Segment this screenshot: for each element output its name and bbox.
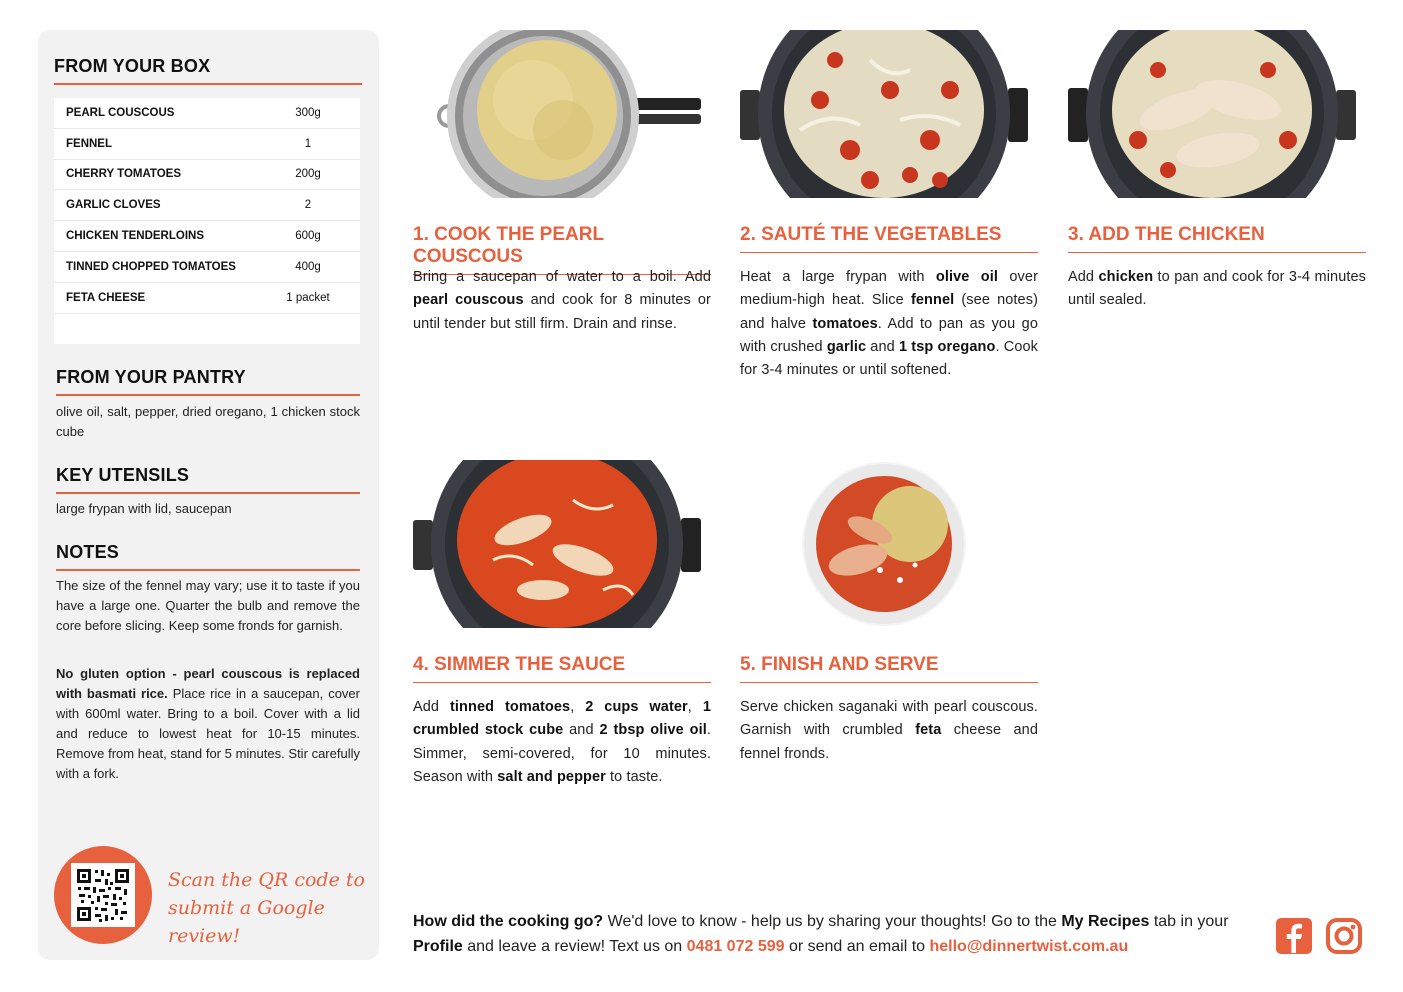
bold-ingredient-text: tinned tomatoes [449,699,571,715]
ingredient-qty: 400g [295,260,321,273]
bold-ingredient-text: 1 tsp oregano [898,338,996,355]
step-text-run: . Simmer, semi-covered, for 10 minutes. Season with [413,722,711,785]
step-text-run: Serve chicken saganaki with pearl couscous. Garnish with crumbled [740,699,1038,739]
ingredient-name: FENNEL [66,137,112,150]
step-2-text [740,266,1038,382]
bold-ingredient-text: pearl couscous [413,292,524,309]
step-3-text [1068,266,1366,313]
step-text-run: to taste. [605,768,663,785]
footer-text: tab in your [1149,913,1229,930]
from-your-box-heading: FROM YOUR BOX [54,56,362,85]
bold-ingredient-text: olive oil [935,269,999,285]
sidebar-panel [38,30,379,960]
footer-bold-text: How did the cooking go? [413,913,604,930]
bold-ingredient-text: feta [915,722,942,739]
ingredient-name: CHERRY TOMATOES [66,168,182,181]
bold-ingredient-text: 2 tbsp olive oil [599,722,707,739]
step-text-run: Add [413,699,450,715]
step-text-run: Heat a large frypan with [740,269,936,285]
from-your-pantry-heading: FROM YOUR PANTRY [56,367,360,396]
notes-text: The size of the fennel may vary; use it to taste if you have a large one. Quarter the bulb and remove the core before slicing. Keep some fronds for garnish. [56,578,360,633]
bold-ingredient-text: garlic [826,338,867,355]
notes-gluten-bold: No gluten option - pearl couscous is replaced with basmati rice. [56,666,360,701]
ingredient-row [54,190,360,221]
qr-code[interactable] [71,863,135,927]
phone-number-link[interactable]: 0481 072 599 [686,938,785,955]
qr-badge[interactable] [54,846,152,944]
couscous-colander-image [413,30,701,198]
step-2 [740,30,1038,410]
notes-heading: NOTES [56,542,360,571]
key-utensils-heading: KEY UTENSILS [56,465,360,494]
step-text-run: . Add to pan as you go with crushed [740,315,1038,355]
sauteed-vegetables-image [740,30,1028,198]
step-text-run: over medium-high heat. Slice [740,269,1038,309]
ingredient-name: TINNED CHOPPED TOMATOES [66,260,236,273]
step-4-title: 4. SIMMER THE SAUCE [413,654,711,683]
ingredient-qty: 1 packet [286,291,330,304]
step-4 [413,460,711,800]
step-text-run: (see notes) and halve [740,292,1039,332]
step-5-text [740,696,1038,766]
feedback-footer [413,909,1263,959]
ingredient-row [54,252,360,283]
qr-call-to-action [168,866,368,950]
instagram-icon[interactable] [1325,917,1363,955]
step-text-run: . Cook for 3-4 minutes or until softened. [740,338,1038,379]
ingredient-row [54,98,360,129]
qr-code-graphic [75,867,131,923]
bold-ingredient-text: 2 cups water [585,699,688,715]
qr-cta-line-1: Scan the QR code to [168,869,365,891]
step-text-run: and cook for 8 minutes or until tender but still firm. Drain and rinse. [413,292,711,332]
plated-dish-image [740,460,1028,628]
ingredient-qty: 2 [304,199,312,212]
qr-cta-line-2: submit a Google review! [168,897,325,947]
step-5-title: 5. FINISH AND SERVE [740,654,1038,683]
step-text-run: to pan and cook for 3-4 minutes until sealed. [1068,269,1366,309]
bold-ingredient-text: salt and pepper [497,768,606,785]
step-4-text [413,696,711,789]
step-3 [1068,30,1366,350]
step-1-text [413,266,711,336]
footer-bold-text: Profile [413,938,463,955]
step-text-run: and [866,338,899,355]
footer-bold-text: My Recipes [1061,913,1150,930]
notes-gluten-text [56,664,360,784]
step-text-run: Add [1068,269,1099,285]
ingredient-name: PEARL COUSCOUS [66,106,175,119]
ingredient-qty: 1 [304,137,312,150]
bold-ingredient-text: chicken [1098,269,1154,285]
footer-text: and leave a review! Text us on [462,938,687,955]
chicken-in-pan-image [1068,30,1356,198]
bold-ingredient-text: tomatoes [812,315,878,332]
ingredient-row [54,160,360,191]
footer-text: or send an email to [784,938,930,955]
step-1-title: 1. COOK THE PEARL COUSCOUS [413,224,711,275]
step-text-run: and [563,722,600,739]
step-text-run: cheese and fennel fronds. [740,722,1039,762]
ingredient-row [54,129,360,160]
footer-text: We'd love to know - help us by sharing your thoughts! Go to the [603,913,1062,930]
simmering-sauce-image [413,460,701,628]
step-3-title: 3. ADD THE CHICKEN [1068,224,1366,253]
step-text-run: Bring a saucepan of water to a boil. Add [413,269,711,285]
step-1 [413,30,711,350]
utensils-text: large frypan with lid, saucepan [56,501,232,516]
ingredient-name: FETA CHEESE [66,291,146,304]
notes-gluten-body: Place rice in a saucepan, cover with 600ml water. Bring to a boil. Cover with a lid and reduce to lowest heat for 10-15 minutes. Remove from heat, stand for 5 minutes. Stir carefully with a fork. [56,686,360,781]
bold-ingredient-text: fennel [910,292,955,309]
ingredient-name: CHICKEN TENDERLOINS [66,230,205,243]
step-2-title: 2. SAUTÉ THE VEGETABLES [740,224,1038,253]
step-text-run: , [570,699,586,715]
ingredients-table [54,98,360,344]
ingredient-qty: 200g [295,168,321,181]
ingredient-qty: 600g [295,230,321,243]
step-5 [740,460,1038,800]
ingredient-row [54,221,360,252]
step-text-run: , [687,699,703,715]
email-link[interactable]: hello@dinnertwist.com.au [929,938,1129,955]
bold-ingredient-text: 1 crumbled stock cube [413,699,711,739]
facebook-icon[interactable] [1275,917,1313,955]
ingredient-name: GARLIC CLOVES [66,199,161,212]
ingredient-row [54,283,360,314]
ingredient-qty: 300g [295,106,321,119]
pantry-text: olive oil, salt, pepper, dried oregano, 1 chicken stock cube [56,404,360,439]
